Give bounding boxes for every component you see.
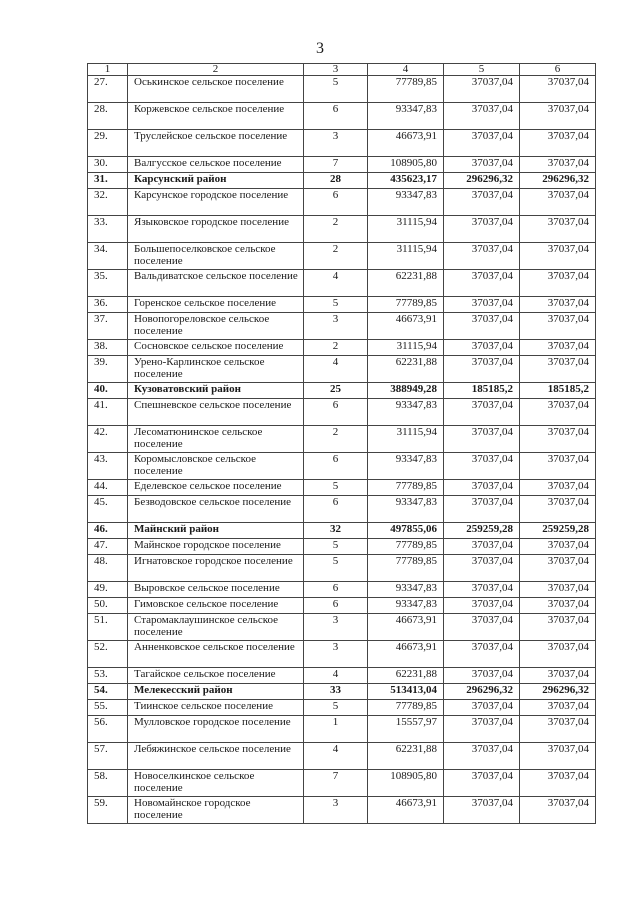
municipality-name-cell: Валгусское сельское поселение: [128, 157, 304, 173]
column-3-cell: 3: [304, 797, 368, 824]
row-number-cell: 57.: [88, 743, 128, 770]
column-4-cell: 497855,06: [368, 523, 444, 539]
municipality-name-cell: Игнатовское городское поселение: [128, 555, 304, 582]
column-3-cell: 3: [304, 614, 368, 641]
column-4-cell: 46673,91: [368, 313, 444, 340]
table-row: [88, 157, 596, 173]
column-5-cell: 37037,04: [444, 189, 520, 216]
column-5-cell: 37037,04: [444, 668, 520, 684]
column-3-cell: 7: [304, 157, 368, 173]
row-number-cell: 55.: [88, 700, 128, 716]
row-number-cell: 43.: [88, 453, 128, 480]
column-6-cell: 37037,04: [520, 313, 596, 340]
column-6-cell: 37037,04: [520, 598, 596, 614]
column-4-cell: 46673,91: [368, 641, 444, 668]
column-6-cell: 37037,04: [520, 539, 596, 555]
table-row: [88, 598, 596, 614]
row-number-cell: 37.: [88, 313, 128, 340]
column-5-cell: 37037,04: [444, 130, 520, 157]
column-6-cell: 37037,04: [520, 243, 596, 270]
municipality-name-cell: Мелекесский район: [128, 684, 304, 700]
column-4-cell: 46673,91: [368, 614, 444, 641]
column-6-cell: 37037,04: [520, 270, 596, 297]
municipality-name-cell: Анненковское сельское поселение: [128, 641, 304, 668]
column-6-cell: 37037,04: [520, 426, 596, 453]
column-4-cell: 31115,94: [368, 426, 444, 453]
column-5-cell: 37037,04: [444, 399, 520, 426]
column-3-cell: 3: [304, 641, 368, 668]
municipality-name-cell: Карсунское городское поселение: [128, 189, 304, 216]
column-4-cell: 62231,88: [368, 356, 444, 383]
column-6-cell: 37037,04: [520, 716, 596, 743]
column-header: 6: [520, 64, 596, 76]
district-total-row: [88, 684, 596, 700]
column-5-cell: 259259,28: [444, 523, 520, 539]
table-row: [88, 189, 596, 216]
row-number-cell: 52.: [88, 641, 128, 668]
column-3-cell: 5: [304, 297, 368, 313]
row-number-cell: 29.: [88, 130, 128, 157]
table-row: [88, 356, 596, 383]
column-6-cell: 296296,32: [520, 684, 596, 700]
table-row: [88, 668, 596, 684]
column-6-cell: 37037,04: [520, 555, 596, 582]
column-5-cell: 37037,04: [444, 76, 520, 103]
column-3-cell: 7: [304, 770, 368, 797]
municipality-name-cell: Безводовское сельское поселение: [128, 496, 304, 523]
row-number-cell: 54.: [88, 684, 128, 700]
column-4-cell: 77789,85: [368, 555, 444, 582]
row-number-cell: 38.: [88, 340, 128, 356]
row-number-cell: 46.: [88, 523, 128, 539]
row-number-cell: 50.: [88, 598, 128, 614]
column-3-cell: 28: [304, 173, 368, 189]
column-5-cell: 37037,04: [444, 340, 520, 356]
column-4-cell: 513413,04: [368, 684, 444, 700]
district-total-row: [88, 173, 596, 189]
table-row: [88, 270, 596, 297]
column-3-cell: 3: [304, 313, 368, 340]
municipality-name-cell: Коржевское сельское поселение: [128, 103, 304, 130]
column-5-cell: 37037,04: [444, 539, 520, 555]
column-4-cell: 93347,83: [368, 103, 444, 130]
row-number-cell: 49.: [88, 582, 128, 598]
column-3-cell: 6: [304, 453, 368, 480]
table-row: [88, 426, 596, 453]
page-number: 3: [316, 40, 324, 57]
column-6-cell: 37037,04: [520, 700, 596, 716]
municipality-name-cell: Мулловское городское поселение: [128, 716, 304, 743]
column-6-cell: 296296,32: [520, 173, 596, 189]
column-3-cell: 4: [304, 743, 368, 770]
column-5-cell: 37037,04: [444, 216, 520, 243]
table-row: [88, 130, 596, 157]
municipality-name-cell: Большепоселковское сельское поселение: [128, 243, 304, 270]
column-6-cell: 37037,04: [520, 130, 596, 157]
column-5-cell: 37037,04: [444, 555, 520, 582]
column-4-cell: 15557,97: [368, 716, 444, 743]
column-header: 5: [444, 64, 520, 76]
column-6-cell: 37037,04: [520, 770, 596, 797]
column-5-cell: 37037,04: [444, 243, 520, 270]
municipality-name-cell: Лесоматюнинское сельское поселение: [128, 426, 304, 453]
column-4-cell: 93347,83: [368, 598, 444, 614]
column-4-cell: 435623,17: [368, 173, 444, 189]
municipality-name-cell: Вальдиватское сельское поселение: [128, 270, 304, 297]
municipality-name-cell: Сосновское сельское поселение: [128, 340, 304, 356]
table-row: [88, 641, 596, 668]
column-5-cell: 37037,04: [444, 270, 520, 297]
municipality-name-cell: Лебяжинское сельское поселение: [128, 743, 304, 770]
column-3-cell: 5: [304, 480, 368, 496]
municipality-name-cell: Урено-Карлинское сельское поселение: [128, 356, 304, 383]
column-3-cell: 33: [304, 684, 368, 700]
column-4-cell: 77789,85: [368, 297, 444, 313]
column-6-cell: 37037,04: [520, 743, 596, 770]
column-4-cell: 62231,88: [368, 743, 444, 770]
column-3-cell: 4: [304, 668, 368, 684]
column-4-cell: 93347,83: [368, 496, 444, 523]
row-number-cell: 59.: [88, 797, 128, 824]
row-number-cell: 28.: [88, 103, 128, 130]
column-6-cell: 37037,04: [520, 340, 596, 356]
table-row: [88, 614, 596, 641]
column-6-cell: 37037,04: [520, 797, 596, 824]
table-row: [88, 496, 596, 523]
table-row: [88, 770, 596, 797]
municipality-name-cell: Новопогореловское сельское поселение: [128, 313, 304, 340]
row-number-cell: 32.: [88, 189, 128, 216]
column-6-cell: 37037,04: [520, 216, 596, 243]
municipality-name-cell: Труслейское сельское поселение: [128, 130, 304, 157]
row-number-cell: 53.: [88, 668, 128, 684]
column-3-cell: 6: [304, 582, 368, 598]
table-row: [88, 539, 596, 555]
column-header: 3: [304, 64, 368, 76]
column-5-cell: 37037,04: [444, 700, 520, 716]
column-5-cell: 37037,04: [444, 641, 520, 668]
table-row: [88, 243, 596, 270]
table-row: [88, 297, 596, 313]
column-3-cell: 6: [304, 496, 368, 523]
row-number-cell: 41.: [88, 399, 128, 426]
column-5-cell: 37037,04: [444, 103, 520, 130]
column-5-cell: 37037,04: [444, 598, 520, 614]
district-total-row: [88, 523, 596, 539]
row-number-cell: 51.: [88, 614, 128, 641]
column-3-cell: 5: [304, 76, 368, 103]
column-6-cell: 37037,04: [520, 496, 596, 523]
column-5-cell: 37037,04: [444, 480, 520, 496]
column-4-cell: 93347,83: [368, 582, 444, 598]
row-number-cell: 44.: [88, 480, 128, 496]
column-5-cell: 185185,2: [444, 383, 520, 399]
table-row: [88, 216, 596, 243]
column-4-cell: 108905,80: [368, 157, 444, 173]
municipality-name-cell: Спешневское сельское поселение: [128, 399, 304, 426]
municipality-name-cell: Языковское городское поселение: [128, 216, 304, 243]
column-6-cell: 37037,04: [520, 399, 596, 426]
column-3-cell: 5: [304, 539, 368, 555]
column-3-cell: 5: [304, 555, 368, 582]
row-number-cell: 40.: [88, 383, 128, 399]
municipality-name-cell: Майнский район: [128, 523, 304, 539]
row-number-cell: 48.: [88, 555, 128, 582]
column-5-cell: 37037,04: [444, 356, 520, 383]
municipality-name-cell: Старомаклаушинское сельское поселение: [128, 614, 304, 641]
municipality-name-cell: Новомайнское городское поселение: [128, 797, 304, 824]
row-number-cell: 36.: [88, 297, 128, 313]
allocation-table: [87, 63, 596, 824]
table-row: [88, 313, 596, 340]
row-number-cell: 58.: [88, 770, 128, 797]
column-6-cell: 259259,28: [520, 523, 596, 539]
municipality-name-cell: Горенское сельское поселение: [128, 297, 304, 313]
column-header: 2: [128, 64, 304, 76]
column-4-cell: 77789,85: [368, 539, 444, 555]
column-3-cell: 6: [304, 399, 368, 426]
column-5-cell: 37037,04: [444, 743, 520, 770]
column-3-cell: 2: [304, 426, 368, 453]
column-3-cell: 6: [304, 598, 368, 614]
column-6-cell: 37037,04: [520, 189, 596, 216]
municipality-name-cell: Выровское сельское поселение: [128, 582, 304, 598]
table-row: [88, 797, 596, 824]
column-4-cell: 46673,91: [368, 130, 444, 157]
row-number-cell: 42.: [88, 426, 128, 453]
column-5-cell: 37037,04: [444, 770, 520, 797]
municipality-name-cell: Тагайское сельское поселение: [128, 668, 304, 684]
table-row: [88, 743, 596, 770]
column-4-cell: 31115,94: [368, 340, 444, 356]
column-5-cell: 296296,32: [444, 684, 520, 700]
municipality-name-cell: Коромысловское сельское поселение: [128, 453, 304, 480]
column-4-cell: 31115,94: [368, 243, 444, 270]
column-6-cell: 185185,2: [520, 383, 596, 399]
column-5-cell: 37037,04: [444, 157, 520, 173]
column-3-cell: 1: [304, 716, 368, 743]
column-4-cell: 388949,28: [368, 383, 444, 399]
column-3-cell: 6: [304, 103, 368, 130]
column-3-cell: 6: [304, 189, 368, 216]
row-number-cell: 35.: [88, 270, 128, 297]
column-4-cell: 31115,94: [368, 216, 444, 243]
column-4-cell: 77789,85: [368, 700, 444, 716]
column-4-cell: 108905,80: [368, 770, 444, 797]
table-row: [88, 555, 596, 582]
column-6-cell: 37037,04: [520, 480, 596, 496]
municipality-name-cell: Еделевское сельское поселение: [128, 480, 304, 496]
column-6-cell: 37037,04: [520, 582, 596, 598]
column-6-cell: 37037,04: [520, 356, 596, 383]
column-3-cell: 5: [304, 700, 368, 716]
column-5-cell: 37037,04: [444, 614, 520, 641]
column-5-cell: 37037,04: [444, 297, 520, 313]
column-4-cell: 77789,85: [368, 76, 444, 103]
column-4-cell: 93347,83: [368, 189, 444, 216]
column-5-cell: 37037,04: [444, 313, 520, 340]
municipality-name-cell: Майнское городское поселение: [128, 539, 304, 555]
table-row: [88, 103, 596, 130]
column-4-cell: 46673,91: [368, 797, 444, 824]
table-row: [88, 700, 596, 716]
table-row: [88, 582, 596, 598]
column-3-cell: 2: [304, 340, 368, 356]
row-number-cell: 56.: [88, 716, 128, 743]
table-row: [88, 76, 596, 103]
column-5-cell: 37037,04: [444, 797, 520, 824]
table-header-row: [88, 64, 596, 76]
column-6-cell: 37037,04: [520, 641, 596, 668]
municipality-name-cell: Оськинское сельское поселение: [128, 76, 304, 103]
column-6-cell: 37037,04: [520, 614, 596, 641]
column-4-cell: 62231,88: [368, 668, 444, 684]
municipality-name-cell: Тиинское сельское поселение: [128, 700, 304, 716]
municipality-name-cell: Кузоватовский район: [128, 383, 304, 399]
column-6-cell: 37037,04: [520, 297, 596, 313]
row-number-cell: 47.: [88, 539, 128, 555]
column-5-cell: 37037,04: [444, 582, 520, 598]
row-number-cell: 39.: [88, 356, 128, 383]
column-4-cell: 62231,88: [368, 270, 444, 297]
column-3-cell: 4: [304, 356, 368, 383]
column-3-cell: 4: [304, 270, 368, 297]
municipality-name-cell: Гимовское сельское поселение: [128, 598, 304, 614]
column-6-cell: 37037,04: [520, 103, 596, 130]
row-number-cell: 33.: [88, 216, 128, 243]
column-3-cell: 3: [304, 130, 368, 157]
row-number-cell: 34.: [88, 243, 128, 270]
table-row: [88, 716, 596, 743]
row-number-cell: 30.: [88, 157, 128, 173]
column-header: 1: [88, 64, 128, 76]
table-row: [88, 453, 596, 480]
table-row: [88, 340, 596, 356]
row-number-cell: 31.: [88, 173, 128, 189]
row-number-cell: 45.: [88, 496, 128, 523]
municipality-name-cell: Карсунский район: [128, 173, 304, 189]
municipality-name-cell: Новоселкинское сельское поселение: [128, 770, 304, 797]
column-5-cell: 296296,32: [444, 173, 520, 189]
row-number-cell: 27.: [88, 76, 128, 103]
column-5-cell: 37037,04: [444, 453, 520, 480]
column-3-cell: 25: [304, 383, 368, 399]
table-row: [88, 399, 596, 426]
column-4-cell: 93347,83: [368, 453, 444, 480]
column-header: 4: [368, 64, 444, 76]
column-6-cell: 37037,04: [520, 157, 596, 173]
column-6-cell: 37037,04: [520, 453, 596, 480]
column-3-cell: 2: [304, 216, 368, 243]
column-3-cell: 2: [304, 243, 368, 270]
column-4-cell: 93347,83: [368, 399, 444, 426]
column-6-cell: 37037,04: [520, 668, 596, 684]
column-4-cell: 77789,85: [368, 480, 444, 496]
column-5-cell: 37037,04: [444, 426, 520, 453]
column-5-cell: 37037,04: [444, 496, 520, 523]
district-total-row: [88, 383, 596, 399]
column-5-cell: 37037,04: [444, 716, 520, 743]
column-6-cell: 37037,04: [520, 76, 596, 103]
column-3-cell: 32: [304, 523, 368, 539]
table-row: [88, 480, 596, 496]
